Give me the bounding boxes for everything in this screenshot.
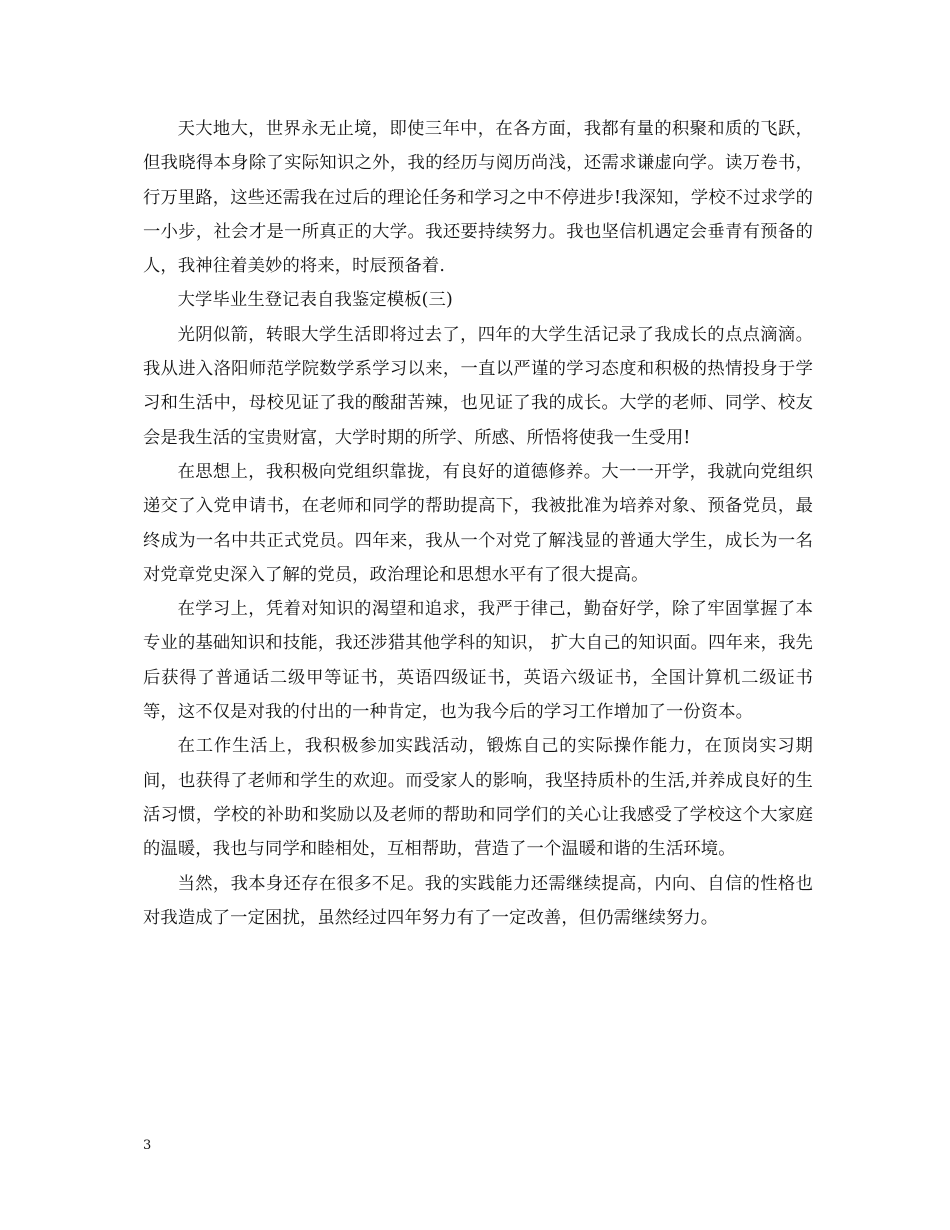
- paragraph-1: 天大地大，世界永无止境，即使三年中，在各方面，我都有量的积聚和质的飞跃，但我晓得本身除了实际知识之外，我的经历与阅历尚浅，还需求谦虚向学。读万卷书，行万里路，这些还需我在过后的理论任务和学习之中不停进步!我深知，学校不过求学的一小步，社会才是一所真正的大学。我还要持续努力。我也坚信机遇定会垂青有预备的人，我神往着美妙的将来，时辰预备着.: [143, 119, 813, 277]
- paragraph-6: 当然，我本身还存在很多不足。我的实践能力还需继续提高，内向、自信的性格也对我造成了一定困扰，虽然经过四年努力有了一定改善，但仍需继续努力。: [143, 873, 813, 928]
- paragraph-4: 在学习上，凭着对知识的渴望和追求，我严于律己，勤奋好学，除了牢固掌握了本专业的基础知识和技能，我还涉猎其他学科的知识， 扩大自己的知识面。四年来，我先后获得了普通话二级甲等证书，英语四级证书，英语六级证书，全国计算机二级证书等，这不仅是对我的付出的一种肯定，也为我今后的学习工作增加了一份资本。: [143, 599, 813, 723]
- paragraph-3: 在思想上，我积极向党组织靠拢，有良好的道德修养。大一一开学，我就向党组织递交了入党申请书，在老师和同学的帮助提高下，我被批准为培养对象、预备党员，最终成为一名中共正式党员。四年来，我从一个对党了解浅显的普通大学生，成长为一名对党章党史深入了解的党员，政治理论和思想水平有了很大提高。: [143, 461, 813, 585]
- document-body: [143, 112, 813, 935]
- paragraph-2: 光阴似箭，转眼大学生活即将过去了，四年的大学生活记录了我成长的点点滴滴。我从进入洛阳师范学院数学系学习以来，一直以严谨的学习态度和积极的热情投身于学习和生活中，母校见证了我的酸甜苦辣，也见证了我的成长。大学的老师、同学、校友会是我生活的宝贵财富，大学时期的所学、所感、所悟将使我一生受用!: [143, 324, 813, 448]
- page-number: 3: [143, 1138, 152, 1153]
- section-heading: 大学毕业生登记表自我鉴定模板(三): [177, 290, 453, 311]
- paragraph-5: 在工作生活上，我积极参加实践活动，锻炼自己的实际操作能力，在顶岗实习期间，也获得了老师和学生的欢迎。而受家人的影响，我坚持质朴的生活,并养成良好的生活习惯，学校的补助和奖励以及老师的帮助和同学们的关心让我感受了学校这个大家庭的温暖，我也与同学和睦相处，互相帮助，营造了一个温暖和谐的生活环境。: [143, 736, 813, 860]
